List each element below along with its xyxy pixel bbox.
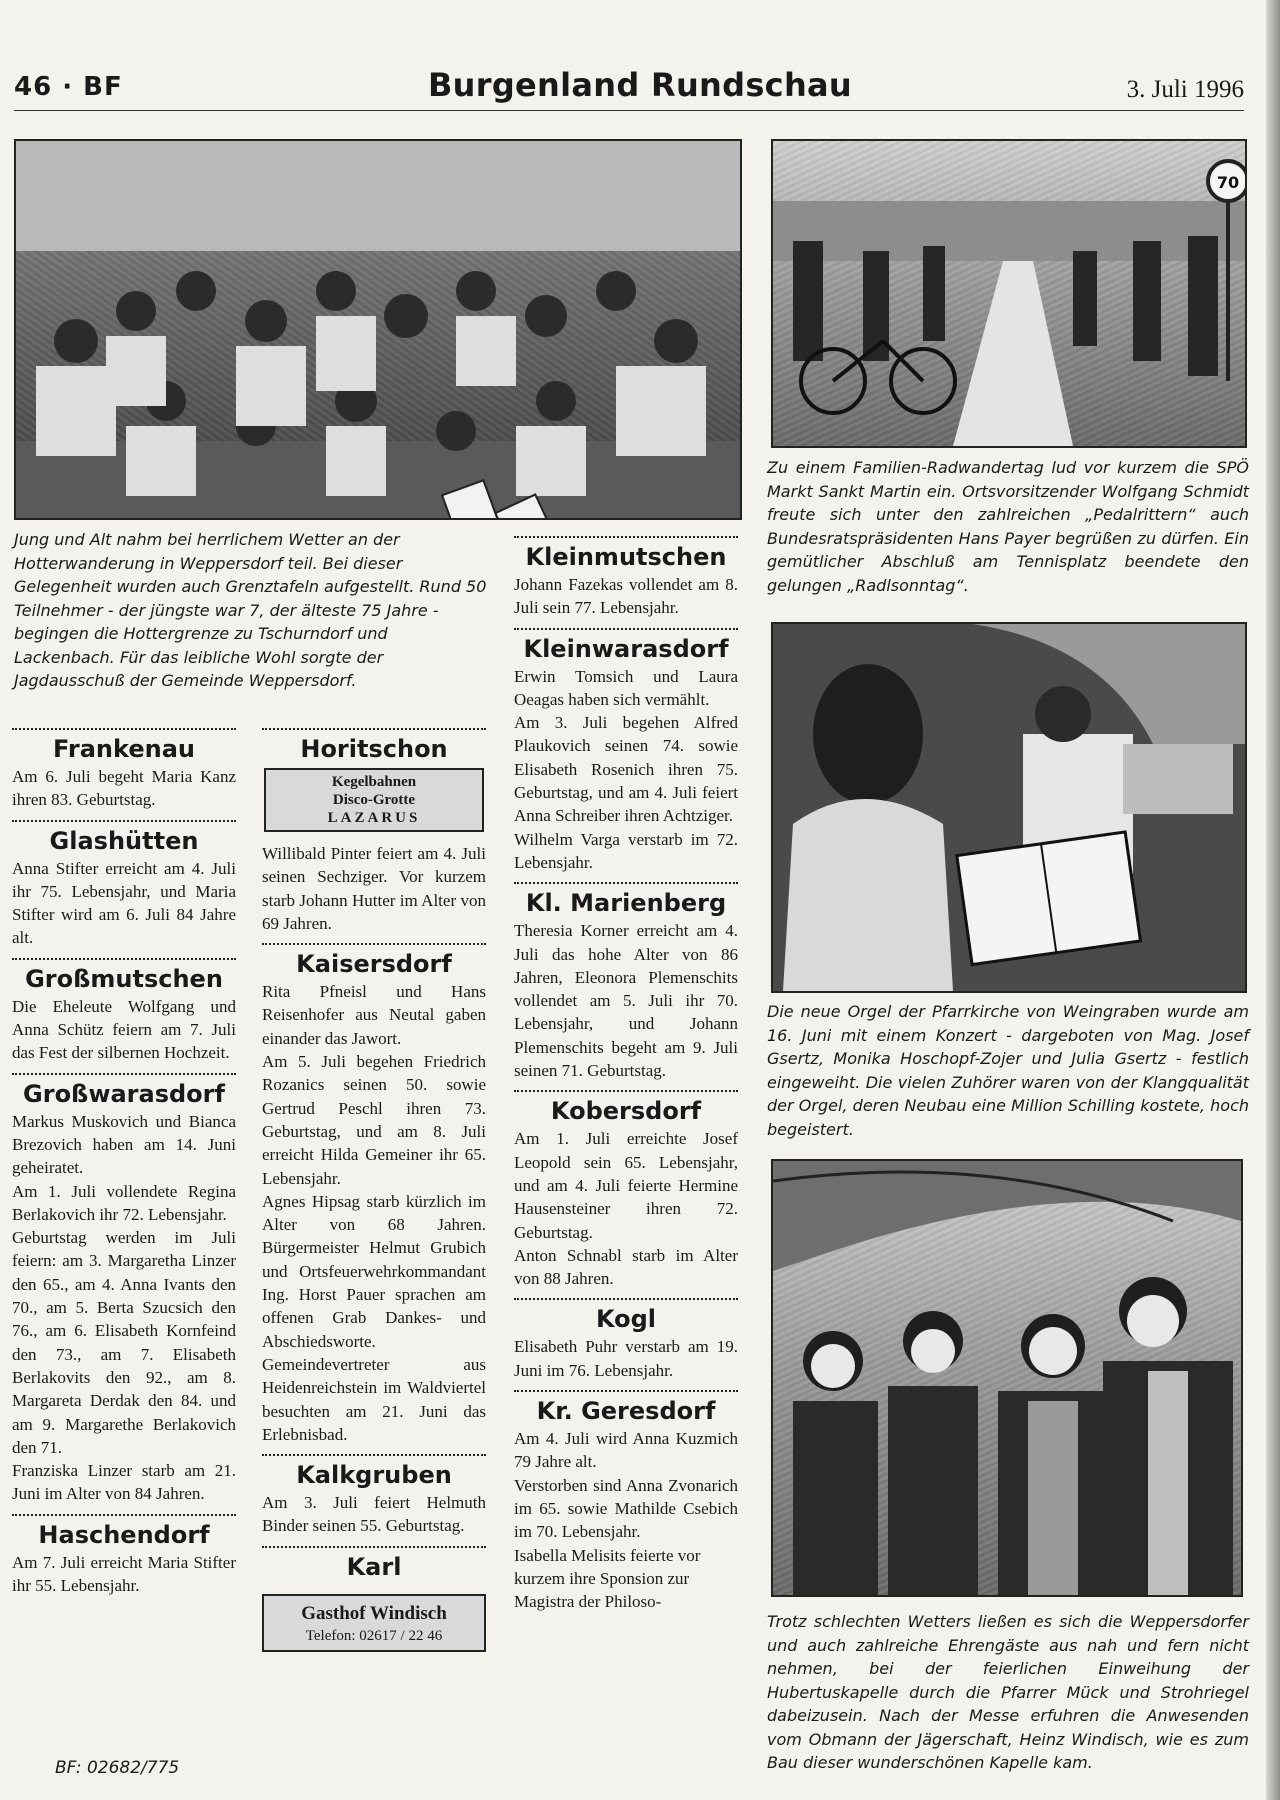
heading-frankenau: Frankenau (53, 735, 195, 763)
ad-windisch-phone: Telefon: 02617 / 22 46 (305, 1627, 443, 1644)
ad-lazarus-line3: LAZARUS (327, 810, 421, 826)
divider (12, 728, 236, 730)
text-glashuetten: Anna Stifter erreicht am 4. Juli ihr 75. Lebensjahr, und Maria Stifter wird am 6. Juli 84 Jahre alt. (12, 858, 236, 948)
heading-kalkgruben: Kalkgruben (296, 1461, 452, 1490)
divider (514, 536, 738, 538)
heading-kaisersdorf: Kaisersdorf (296, 950, 452, 979)
heading-haschendorf: Haschendorf (38, 1520, 210, 1549)
divider (262, 943, 486, 945)
text-kaisersdorf-visit: Gemeindevertreter aus Heidenreichstein im Waldviertel besuchten am 21. Juni das Erlebnisbad. (262, 1354, 486, 1444)
page-edge-shadow (1266, 0, 1280, 1800)
heading-horitschon: Horitschon (300, 735, 448, 763)
page-section-label: 46 · BF (14, 72, 123, 102)
heading-karl: Karl (346, 1552, 402, 1581)
photo-hubertuskapelle (771, 1159, 1243, 1597)
divider (262, 1454, 486, 1456)
text-kalkgruben: Am 3. Juli feiert Helmuth Binder seinen 55. Geburtstag. (262, 1493, 486, 1536)
text-grosswarasdorf-wedding: Markus Muskovich und Bianca Brezovich haben am 14. Juni geheiratet. (12, 1111, 236, 1178)
divider (514, 1390, 738, 1392)
caption-radwandertag: Zu einem Familien-Radwandertag lud vor kurzem die SPÖ Markt Sankt Martin ein. Ortsvorsitzender Wolfgang Schmidt freute sich unter den zahlreichen „Pedalrittern“ auch Bundesratspräsidenten Hans Payer begrüßen zu dürfen. Ein gemütlicher Abschluß am Tennisplatz beendete den gelungen „Radlsonntag“. (767, 458, 1249, 595)
issue-date: 3. Juli 1996 (1126, 76, 1244, 103)
text-kr-geresdorf-obituaries: Verstorben sind Anna Zvonarich im 65. sowie Mathilde Csebich im 70. Lebensjahr. (514, 1475, 738, 1542)
photo-orgel-weingraben (771, 622, 1247, 993)
column-3 (514, 536, 738, 1613)
text-haschendorf: Am 7. Juli erreicht Maria Stifter ihr 55. Lebensjahr. (12, 1552, 236, 1596)
heading-kleinmutschen: Kleinmutschen (525, 543, 727, 571)
divider (12, 1073, 236, 1075)
column-1 (12, 728, 236, 1597)
heading-kogl: Kogl (595, 1305, 657, 1334)
text-grosswarasdorf-birthdays-list: Geburtstag werden im Juli feiern: am 3. Margaretha Linzer den 65., am 4. Anna Ivants den 70., am 5. Berta Szucsich den 76., am 6. Elisabeth Kornfeind den 73., am 7. Elisabeth Berlakovits den 92., am 8. Margareta Derdak den 84. und am 9. Margarethe Berlakovich den 71. (12, 1228, 236, 1457)
text-kobersdorf-birthdays: Am 1. Juli erreichte Josef Leopold sein 65. Lebensjahr, und am 4. Juli feierte Hermine Hausensteiner ihren 72. Geburtstag. (514, 1129, 738, 1242)
text-kleinwarasdorf-birthdays: Am 3. Juli begehen Alfred Plaukovich seinen 74. sowie Elisabeth Rosenich ihren 75. Geburtstag, und am 4. Juli feiert Anna Schreiber ihren Achtziger. (514, 713, 738, 826)
text-kogl: Elisabeth Puhr verstarb am 19. Juni im 76. Lebensjahr. (514, 1337, 738, 1380)
photo-cyclists-illustration (773, 141, 1245, 446)
text-kleinmutschen: Johann Fazekas vollendet am 8. Juli sein 77. Lebensjahr. (514, 575, 738, 618)
speed-limit-sign-text: 70 (1216, 173, 1240, 192)
text-frankenau: Am 6. Juli begeht Maria Kanz ihren 83. Geburtstag. (12, 767, 236, 810)
header-rule (14, 110, 1244, 111)
divider (12, 1514, 236, 1516)
text-grosswarasdorf-obituary: Franziska Linzer starb am 21. Juni im Alter von 84 Jahren. (12, 1461, 236, 1504)
divider (262, 728, 486, 730)
ad-windisch-name: Gasthof Windisch (301, 1602, 447, 1624)
divider (514, 882, 738, 884)
text-grossmutschen: Die Eheleute Wolfgang und Anna Schütz feiern am 7. Juli das Fest der silbernen Hochzeit. (12, 996, 236, 1063)
photo-hotterwanderung-group (14, 139, 742, 520)
photo-group-illustration (16, 141, 740, 518)
text-kaisersdorf-wedding: Rita Pfneisl und Hans Reisenhofer aus Neutal gaben einander das Jawort. (262, 982, 486, 1048)
heading-grosswarasdorf: Großwarasdorf (23, 1079, 225, 1108)
divider (514, 1090, 738, 1092)
text-kr-geresdorf-sponsion: Isabella Melisits feierte vor kurzem ihre Sponsion zur Magistra der Philoso- (514, 1545, 701, 1612)
heading-kl-marienberg: Kl. Marienberg (525, 889, 727, 918)
divider (12, 958, 236, 960)
text-kl-marienberg: Theresia Korner erreicht am 4. Juli das hohe Alter von 86 Jahren, Eleonora Plemenschits vollendet am 5. Juli ihr 70. Lebensjahr, und Johann Plemenschits begeht am 9. Juli seinen 71. Geburtstag. (514, 921, 738, 1081)
text-kleinwarasdorf-obituary: Wilhelm Varga verstarb im 72. Lebensjahr. (514, 829, 738, 872)
caption-orgel: Die neue Orgel der Pfarrkirche von Weingraben wurde am 16. Juni mit einem Konzert - dargeboten von Mag. Josef Gsertz, Monika Hoschopf-Zojer und Julia Gsertz - festlich eingeweiht. Die vielen Zuhörer waren von der Klangqualität der Orgel, deren Neubau eine Million Schilling kostete, hoch begeistert. (767, 1002, 1249, 1139)
text-kaisersdorf-birthdays: Am 5. Juli begehen Friedrich Rozanics seinen 50. sowie Gertrud Peschl ihren 73. Geburtstag, und am 8. Juli erreicht Hilda Gemeiner ihr 65. Lebensjahr. (262, 1052, 486, 1188)
ad-lazarus-line2: Disco-Grotte (332, 792, 416, 808)
text-grosswarasdorf-birthday: Am 1. Juli vollendete Regina Berlakovich ihr 72. Lebensjahr. (12, 1181, 236, 1224)
divider (262, 1546, 486, 1548)
footer-contact: BF: 02682/775 (55, 1758, 180, 1778)
heading-glashuetten: Glashütten (49, 826, 199, 855)
text-kaisersdorf-obituary: Agnes Hipsag starb kürzlich im Alter von 68 Jahren. Bürgermeister Helmut Grubich und Ortsfeuerwehrkommandant Ing. Horst Pauer sprachen am offenen Grab Dankes- und Abschiedsworte. (262, 1191, 486, 1351)
ad-lazarus (264, 768, 484, 832)
ad-lazarus-line1: Kegelbahnen (331, 774, 417, 790)
text-horitschon: Willibald Pinter feiert am 4. Juli seinen Sechziger. Vor kurzem starb Johann Hutter im Alter von 69 Jahren. (262, 844, 486, 933)
divider (514, 628, 738, 630)
photo-radwandertag (771, 139, 1247, 448)
text-kobersdorf-obituary: Anton Schnabl starb im Alter von 88 Jahren. (514, 1245, 738, 1289)
publication-title: Burgenland Rundschau (427, 66, 852, 104)
heading-kleinwarasdorf: Kleinwarasdorf (523, 634, 729, 663)
divider (12, 820, 236, 822)
text-kleinwarasdorf-wedding: Erwin Tomsich und Laura Oeagas haben sich vermählt. (514, 666, 738, 709)
caption-hotterwanderung: Jung und Alt nahm bei herrlichem Wetter an der Hotterwanderung in Weppersdorf teil. Bei dieser Gelegenheit wurden auch Grenztafeln aufgestellt. Rund 50 Teilnehmer - der jüngste war 7, der älteste 75 Jahre - begingen die Hottergrenze zu Tschurndorf und Lackenbach. Für das leibliche Wohl sorgte der Jagdausschuß der Gemeinde Weppersdorf. (14, 530, 487, 690)
photo-chapel-illustration (773, 1161, 1241, 1595)
ad-gasthof-windisch (262, 1594, 486, 1652)
heading-kr-geresdorf: Kr. Geresdorf (536, 1397, 716, 1426)
heading-grossmutschen: Großmutschen (25, 964, 223, 993)
heading-kobersdorf: Kobersdorf (550, 1097, 702, 1126)
photo-organ-illustration (773, 624, 1245, 991)
divider (514, 1298, 738, 1300)
caption-hubertuskapelle: Trotz schlechten Wetters ließen es sich die Weppersdorfer und auch zahlreiche Ehrengäste aus nah und fern nicht nehmen, bei der feierlichen Einweihung der Hubertuskapelle durch die Pfarrer Mück und Strohriegel dabeizusein. Nach der Messe erfuhren die Anwesenden vom Obmann der Jägerschaft, Heinz Windisch, wie es zum Bau dieser wunderschönen Kapelle kam. (767, 1612, 1249, 1772)
column-2 (262, 728, 486, 1652)
text-kr-geresdorf-birthday: Am 4. Juli wird Anna Kuzmich 79 Jahre alt. (514, 1429, 738, 1472)
